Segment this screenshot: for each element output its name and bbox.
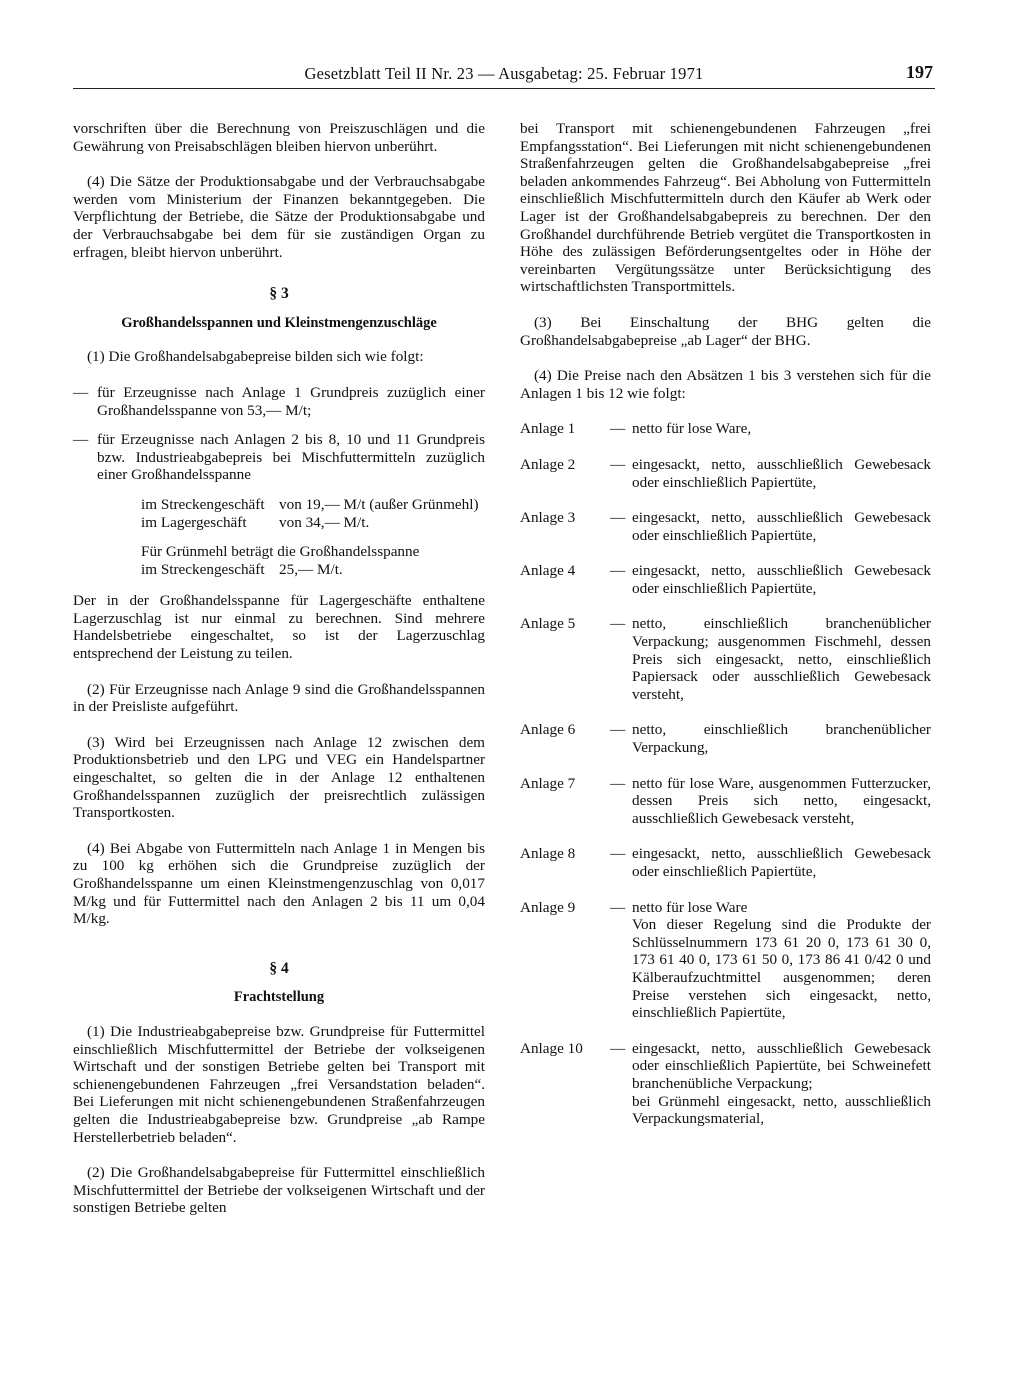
anlage-item [520, 845, 931, 880]
anlage-item [520, 899, 931, 1022]
spanne-row [141, 496, 485, 514]
paragraph-3-4: (4) Bei Abgabe von Futtermitteln nach Anlage 1 in Mengen bis zu 100 kg erhöhen sich die Grundpreise zuzüglich der Großhandelsspanne um einen Kleinstmengenzuschlag von 0,017 M/kg und für Futtermittel nach den Anlagen 2 bis 11 um 0,04 M/kg. [73, 839, 485, 928]
anlage-text: netto, einschließlich branchenüblicher Verpackung; ausgenommen Fischmehl, dessen Preis sich eingesackt, netto, einschließlich Papiersack oder ausschließlich Gewebesack versteht, [632, 615, 931, 703]
list-item [73, 384, 485, 419]
paragraph-lagerzuschlag: Der in der Großhandelsspanne für Lagergeschäfte enthaltene Lagerzuschlag ist nur einmal zu berechnen. Sind mehrere Handelsbetriebe eingeschaltet, so ist der Lagerzuschlag entsprechend der Leistung zu teilen. [73, 592, 485, 663]
dash: — [610, 509, 626, 527]
page-number: 197 [906, 62, 933, 82]
paragraph-intro: vorschriften über die Berechnung von Preiszuschlägen und die Gewährung von Preisabschlägen bleiben hiervon unberührt. [73, 120, 485, 155]
section-3-heading: § 3 [269, 285, 289, 303]
anlage-item [520, 509, 931, 544]
anlage-label: Anlage 5 [520, 615, 576, 633]
anlage-text-block [632, 1040, 931, 1128]
dash: — [610, 721, 626, 739]
dash: — [73, 431, 89, 449]
dash: — [73, 383, 89, 401]
dash: — [610, 615, 626, 633]
anlage-label: Anlage 7 [520, 774, 576, 792]
list-item [73, 431, 485, 578]
spanne-value: von 34,— M/t. [279, 513, 370, 531]
anlagen-list [520, 420, 931, 1127]
header-title: Gesetzblatt Teil II Nr. 23 — Ausgabetag: 25. Februar 1971 [304, 64, 704, 83]
anlage-text: netto für lose Ware, ausgenommen Futterzucker, dessen Preis sich netto, eingesackt, ausschließlich Gewebesack versteht, [632, 774, 931, 827]
gruenmehl-text: Für Grünmehl beträgt die Großhandelsspanne [141, 543, 420, 561]
anlage-text: eingesackt, netto, ausschließlich Gewebesack oder einschließlich Papiertüte, [632, 562, 931, 597]
left-column [73, 120, 485, 1217]
anlage-item [520, 721, 931, 756]
spanne-row [141, 514, 485, 532]
anlage-label: Anlage 2 [520, 455, 576, 473]
anlage-item [520, 456, 931, 491]
anlage-item [520, 420, 931, 438]
anlage-text-continued: Von dieser Regelung sind die Produkte der Schlüsselnummern 173 61 20 0, 173 61 30 0, 173 61 40 0, 173 61 50 0, 173 86 41 0/42 0 und Kälberaufzuchtmittel ausgenommen; deren Preise verstehen sich eingesackt, netto, einschließlich Papiertüte, [632, 916, 931, 1022]
spanne-table [97, 496, 485, 578]
anlage-text: netto für lose Ware, [632, 420, 752, 438]
dash: — [610, 898, 626, 916]
dash: — [610, 1039, 626, 1057]
anlage-text-continued: bei Grünmehl eingesackt, netto, ausschließlich Verpackungsmaterial, [632, 1092, 931, 1128]
list-item-text: für Erzeugnisse nach Anlage 1 Grundpreis zuzüglich einer Großhandelsspanne von 53,— M/t; [97, 383, 485, 419]
anlage-text: eingesackt, netto, ausschließlich Gewebesack oder einschließlich Papiertüte, bei Schweinefett branchenübliche Verpackung; [632, 1039, 931, 1092]
right-column [520, 120, 931, 1128]
page-header [73, 62, 935, 89]
dash: — [610, 562, 626, 580]
anlage-item [520, 1040, 931, 1128]
paragraph-4-2: (2) Die Großhandelsabgabepreise für Futtermittel einschließlich Mischfuttermittel der Betriebe der volkseigenen Wirtschaft und der sonstigen Betriebe gelten [73, 1164, 485, 1217]
paragraph-continued: bei Transport mit schienengebundenen Fahrzeugen „frei Empfangsstation“. Bei Lieferungen mit nicht schienengebundenen Straßenfahrzeugen gelten die Großhandelsabgabepreise „frei beladen ankommendes Fahrzeug“. Bei Abholung von Futtermitteln einschließlich Mischfuttermitteln durch den Käufer ab Werk oder Lager ist der Großhandelsabgabepreis zu berechnen. Der den Großhandel durchführende Betrieb vergütet die Transportkosten in Höhe des zulässigen Beförderungsentgeltes oder in Höhe der vereinbarten Vergütungssätze unter Berücksichtigung des wirtschaftlichsten Transportmittels. [520, 120, 931, 296]
paragraph-4-4: (4) Die Preise nach den Absätzen 1 bis 3 verstehen sich für die Anlagen 1 bis 12 wie folgt: [520, 367, 931, 402]
anlage-text-block [632, 899, 931, 1022]
anlage-label: Anlage 10 [520, 1039, 583, 1057]
anlage-text: eingesackt, netto, ausschließlich Gewebesack oder einschließlich Papiertüte, [632, 845, 931, 880]
anlage-text: eingesackt, netto, ausschließlich Gewebesack oder einschließlich Papiertüte, [632, 509, 931, 544]
anlage-text: netto, einschließlich branchenüblicher Verpackung, [632, 721, 931, 757]
paragraph-3-1: (1) Die Großhandelsabgabepreise bilden sich wie folgt: [87, 348, 424, 366]
dash: — [610, 420, 626, 438]
anlage-label: Anlage 6 [520, 721, 576, 739]
section-4-heading: § 4 [269, 959, 289, 977]
spanne-label: im Lagergeschäft [141, 513, 247, 531]
spanne-value: von 19,— M/t (außer Grünmehl) [279, 495, 479, 513]
dash: — [610, 845, 626, 863]
anlage-label: Anlage 1 [520, 420, 576, 438]
anlage-item [520, 775, 931, 828]
paragraph-2-4: (4) Die Sätze der Produktionsabgabe und der Verbrauchsabgabe werden vom Ministerium der Finanzen bekanntgegeben. Die Verpflichtung der Betriebe, die Sätze der Produktionsabgabe und der Verbrauchsabgabe bei dem für sie zuständigen Organ zu erfragen, bleibt hiervon unberührt. [73, 173, 485, 261]
paragraph-3-2: (2) Für Erzeugnisse nach Anlage 9 sind die Großhandelsspannen in der Preisliste aufgeführt. [73, 680, 485, 716]
spanne-label: im Streckengeschäft [141, 560, 265, 578]
spanne-value: 25,— M/t. [279, 560, 343, 578]
dash: — [610, 774, 626, 792]
anlage-item [520, 615, 931, 703]
anlage-text: eingesackt, netto, ausschließlich Gewebesack oder einschließlich Papiertüte, [632, 455, 931, 491]
anlage-text: netto für lose Ware [632, 898, 748, 916]
spanne-label: im Streckengeschäft [141, 495, 265, 513]
section-4-title: Frachtstellung [233, 989, 325, 1006]
anlage-label: Anlage 8 [520, 845, 576, 863]
paragraph-4-3: (3) Bei Einschaltung der BHG gelten die Großhandelsabgabepreise „ab Lager“ der BHG. [520, 313, 931, 349]
anlage-label: Anlage 3 [520, 509, 576, 527]
spanne-row [141, 561, 485, 579]
paragraph-4-1: (1) Die Industrieabgabepreise bzw. Grundpreise für Futtermittel einschließlich Mischfuttermittel der Betriebe der volkseigenen Wirtschaft und der sonstigen Betriebe gelten bei Transport mit schienengebundenen Fahrzeugen „frei Versandstation beladen“. Bei Lieferungen mit nicht schienengebundenen Straßenfahrzeugen gelten die Industrieabgabepreise bzw. Grundpreise „ab Rampe Herstellerbetrieb beladen“. [73, 1022, 485, 1146]
anlage-label: Anlage 4 [520, 562, 576, 580]
anlage-item [520, 562, 931, 597]
dash: — [610, 455, 626, 473]
section-3-title: Großhandelsspannen und Kleinstmengenzuschläge [121, 314, 437, 331]
paragraph-3-3: (3) Wird bei Erzeugnissen nach Anlage 12 zwischen dem Produktionsbetrieb und den LPG und VEG ein Handelspartner eingeschaltet, so gelten die in der Anlage 12 enthaltenen Großhandelsspannen zuzüglich der preisrechtlich zulässigen Transportkosten. [73, 733, 485, 822]
list-item-text: für Erzeugnisse nach Anlagen 2 bis 8, 10 und 11 Grundpreis bzw. Industrieabgabepreis bei Mischfuttermitteln zuzüglich einer Großhandelsspanne [97, 431, 485, 484]
anlage-label: Anlage 9 [520, 898, 576, 916]
